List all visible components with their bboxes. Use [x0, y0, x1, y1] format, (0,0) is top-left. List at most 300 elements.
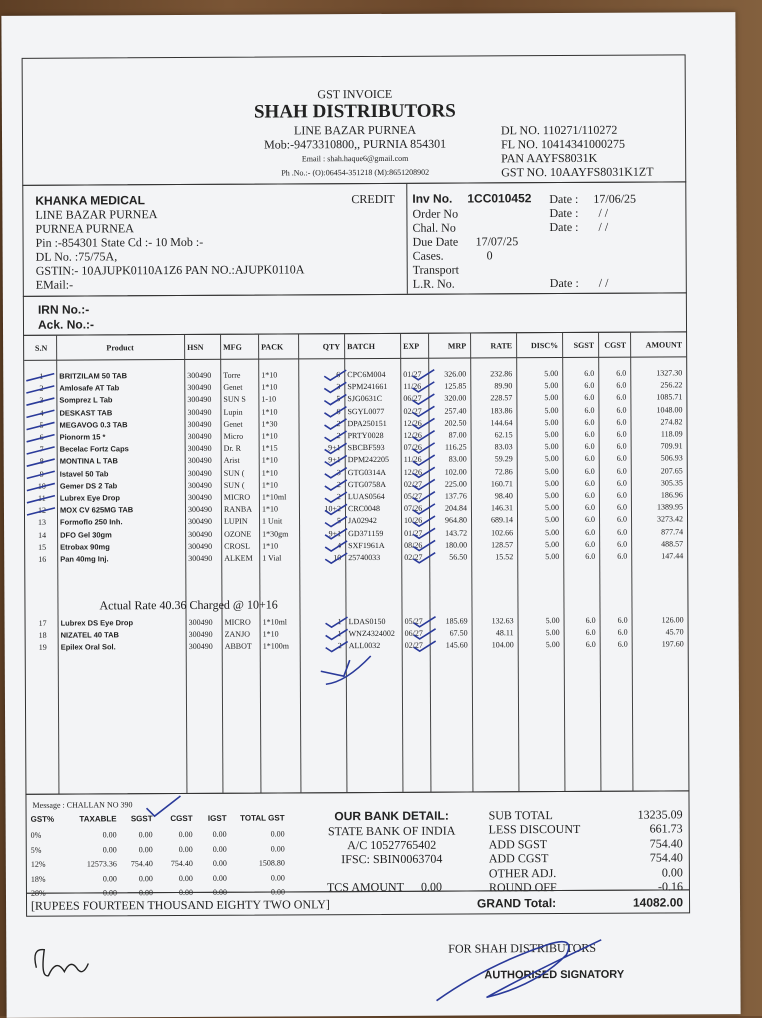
- cell-disc: 5.00: [544, 381, 559, 391]
- cell-sgst: 6.0: [584, 478, 595, 488]
- cell-mrp: 964.80: [445, 515, 468, 526]
- cell-rate: 232.86: [490, 369, 513, 379]
- tcs-value: 0.00: [420, 879, 442, 894]
- cell-mrp: 202.50: [444, 418, 467, 428]
- cell-product: Epilex Oral Sol.: [60, 642, 116, 653]
- cell-amount: 1389.95: [656, 502, 683, 512]
- transport-label: Transport: [412, 262, 459, 277]
- cell-exp: 06/27: [404, 628, 423, 639]
- chal-no-label: Chal. No: [412, 220, 456, 235]
- bank-ifsc: IFSC: SBIN0063704: [341, 851, 443, 867]
- cell-disc: 5.00: [545, 552, 560, 562]
- check-tick-icon: [325, 468, 347, 478]
- cell-sn: 13: [38, 518, 47, 528]
- cell-batch: CRC0048: [347, 504, 381, 514]
- buyer-box: [22, 181, 687, 296]
- cell-sn: 19: [38, 643, 47, 653]
- irn-label: IRN No.:-: [37, 302, 90, 317]
- cell-hsn: 300490: [187, 505, 212, 515]
- header-hsn: HSN: [187, 342, 204, 352]
- cell-product: MOX CV 625MG TAB: [59, 505, 134, 515]
- chal-date: / /: [598, 219, 609, 234]
- cell-disc: 5.00: [544, 466, 559, 476]
- check-tick-icon: [326, 629, 348, 639]
- cell-mrp: 225.00: [444, 479, 467, 489]
- cell-hsn: 300490: [187, 480, 212, 490]
- seller-name: SHAH DISTRIBUTORS: [253, 100, 456, 123]
- cell-cgst: 6.0: [617, 515, 628, 525]
- cell-rate: 15.52: [495, 552, 514, 562]
- cell-batch: GD371159: [348, 528, 384, 538]
- cell-sgst: 6.0: [585, 527, 596, 537]
- cell-amount: 118.09: [660, 429, 683, 439]
- check-tick-icon: [325, 443, 347, 453]
- check-tick-icon: [413, 467, 435, 477]
- cell-batch: LUAS0564: [347, 491, 385, 502]
- cell-mrp: 116.25: [444, 442, 467, 452]
- cell-amount: 488.57: [661, 539, 684, 549]
- cell-sn: 10: [37, 481, 46, 491]
- header-disc: DISC%: [530, 341, 559, 351]
- due-date: 17/07/25: [475, 234, 519, 249]
- cell-qty: 5: [336, 394, 341, 404]
- total-label: LESS DISCOUNT: [488, 822, 581, 837]
- authorised-signatory: AUTHORISED SIGNATORY: [484, 968, 625, 982]
- check-tick-icon: [413, 553, 435, 563]
- cell-product: Etrobax 90mg: [60, 542, 110, 552]
- buyer-signature: [26, 937, 96, 987]
- cell-pack: 1 Vial: [262, 553, 282, 563]
- check-tick-icon: [413, 455, 435, 465]
- footer-box: [25, 790, 690, 898]
- cell-qty: 1: [337, 617, 342, 627]
- gst-gst-rate: 18%: [30, 874, 46, 884]
- total-label: ADD CGST: [488, 851, 549, 866]
- cell-mfg: SUN S: [223, 395, 246, 405]
- gst-total-gst: 0.00: [270, 829, 285, 839]
- cell-batch: SGYL0077: [347, 406, 385, 416]
- cell-qty: 9+1: [328, 455, 341, 465]
- total-value: 0.00: [661, 864, 683, 880]
- cell-product: Lubrex DS Eye Drop: [60, 618, 134, 628]
- seller-email: Email : shah.haque6@gmail.com: [301, 153, 409, 164]
- check-tick-icon: [325, 517, 347, 527]
- cell-pack: 1 Unit: [262, 516, 283, 526]
- seller-address: LINE BAZAR PURNEA: [293, 122, 417, 138]
- header-pack: PACK: [261, 342, 284, 352]
- cell-cgst: 6.0: [616, 490, 627, 500]
- cell-exp: 12/26: [403, 430, 422, 440]
- cell-exp: 01/27: [404, 528, 423, 538]
- total-value: 661.73: [649, 821, 683, 836]
- cell-amount: 3273.42: [657, 514, 684, 524]
- cell-mfg: SUN (: [223, 480, 245, 490]
- cell-product: Amlosafe AT Tab: [59, 383, 120, 393]
- cell-exp: 07/26: [403, 503, 423, 514]
- bank-title: OUR BANK DETAIL:: [334, 808, 449, 824]
- buyer-name: KHANKA MEDICAL: [35, 193, 145, 208]
- cell-mrp: 102.00: [444, 467, 467, 477]
- cell-hsn: 300490: [187, 492, 212, 502]
- cell-disc: 5.00: [545, 640, 560, 650]
- cell-mfg: Torre: [223, 370, 241, 380]
- header-batch: BATCH: [347, 341, 376, 352]
- seller-mobile: Mob:-9473310800,, PURNIA 854301: [264, 136, 447, 152]
- cell-pack: 1*10: [261, 468, 278, 478]
- grand-total-box: [26, 889, 690, 916]
- cell-pack: 1-10: [261, 394, 277, 404]
- cell-rate: 48.11: [495, 628, 514, 638]
- cell-cgst: 6.0: [616, 368, 627, 378]
- cell-amount: 147.44: [661, 551, 684, 561]
- gst-sgst: 0.00: [138, 830, 153, 840]
- cell-batch: SXF1961A: [348, 540, 385, 550]
- strike-mark-icon: [27, 432, 55, 442]
- cell-disc: 5.00: [545, 539, 560, 549]
- cell-sn: 2: [39, 383, 44, 393]
- check-tick-icon: [325, 529, 347, 539]
- cell-sn: 11: [38, 493, 46, 503]
- seller-signature: [426, 925, 626, 1006]
- check-tick-icon: [325, 504, 347, 514]
- cell-sn: 18: [38, 630, 47, 640]
- check-tick-icon: [413, 492, 435, 502]
- cell-mrp: 83.00: [448, 454, 467, 464]
- cell-mrp: 185.69: [445, 616, 468, 626]
- ack-label: Ack. No.:-: [37, 317, 95, 332]
- cell-batch: WNZ4324002: [348, 629, 395, 639]
- cell-batch: DPA250151: [347, 418, 387, 428]
- cell-hsn: 300490: [187, 383, 212, 393]
- cell-cgst: 6.0: [617, 527, 628, 537]
- cell-amount: 305.35: [660, 478, 683, 488]
- seller-gst-no: GST NO. 10AAYFS8031K1ZT: [501, 164, 654, 180]
- cell-mfg: Dr. R: [223, 443, 242, 453]
- seller-fl-no: FL NO. 10414341000275: [501, 136, 625, 152]
- cell-mrp: 137.76: [444, 491, 467, 501]
- irn-box: [23, 292, 687, 335]
- cell-rate: 146.31: [490, 503, 513, 513]
- check-tick-icon: [325, 480, 347, 490]
- cell-mrp: 257.40: [444, 406, 467, 416]
- gst-header-sgst: SGST: [130, 814, 153, 824]
- order-date-label: Date :: [549, 205, 579, 221]
- cell-pack: 1*30gm: [262, 529, 289, 539]
- buyer-line1: LINE BAZAR PURNEA: [35, 207, 158, 222]
- cell-qty: 5: [337, 516, 342, 526]
- cell-cgst: 6.0: [617, 627, 628, 637]
- buyer-pin: Pin :-854301 State Cd :- 10 Mob :-: [35, 234, 204, 250]
- invoice-paper: [1, 12, 740, 1018]
- invoice-sheet: [22, 54, 691, 997]
- cell-batch: LDAS0150: [348, 616, 386, 627]
- cell-exp: 08/26: [404, 540, 423, 550]
- header-box: [22, 54, 687, 185]
- cell-qty: 2: [336, 492, 341, 502]
- check-tick-icon: [324, 370, 346, 380]
- cell-mrp: 143.72: [445, 528, 468, 538]
- cell-mfg: ALKEM: [224, 553, 253, 563]
- cell-exp: 12/26: [403, 418, 422, 428]
- cell-product: BRITZILAM 50 TAB: [59, 371, 128, 381]
- cell-pack: 1*10ml: [262, 617, 288, 627]
- cell-hsn: 300490: [188, 553, 213, 563]
- cell-batch: GTG0758A: [347, 479, 387, 489]
- order-no-label: Order No: [412, 206, 459, 221]
- strike-mark-icon: [27, 505, 55, 515]
- cell-amount: 45.70: [665, 627, 684, 637]
- seller-pan: PAN AAYFS8031K: [501, 150, 598, 166]
- cell-batch: SBCBF593: [347, 443, 385, 453]
- gst-sgst: 0.00: [138, 888, 153, 898]
- cell-hsn: 300490: [187, 456, 212, 466]
- cell-product: DFO Gel 30gm: [60, 529, 112, 540]
- cases-value: 0: [486, 248, 493, 263]
- cell-amount: 256.22: [660, 380, 683, 390]
- cell-hsn: 300490: [187, 395, 212, 405]
- cell-mrp: 56.50: [449, 552, 468, 562]
- gst-gst-rate: 0%: [30, 830, 42, 840]
- cell-pack: 1*10: [261, 455, 278, 465]
- cell-mrp: 87.00: [448, 430, 467, 440]
- cell-batch: SJG0631C: [347, 394, 383, 404]
- header-mfg: MFG: [223, 342, 242, 352]
- cell-qty: 10: [333, 553, 342, 563]
- cell-qty: 2: [336, 479, 341, 489]
- cell-sn: 17: [38, 618, 47, 628]
- cell-exp: 12/26: [403, 467, 423, 477]
- gst-sgst: 0.00: [138, 873, 153, 883]
- buyer-email: EMail:-: [35, 277, 74, 292]
- check-tick-icon: [413, 443, 435, 453]
- pen-scribble: [321, 660, 350, 676]
- cell-sgst: 6.0: [584, 454, 595, 464]
- cell-product: Pionorm 15 *: [59, 432, 106, 442]
- total-value: 13235.09: [637, 807, 683, 822]
- cell-rate: 102.66: [491, 527, 514, 537]
- check-tick-icon: [325, 431, 347, 441]
- total-value: 754.40: [649, 850, 683, 865]
- cell-amount: 1048.00: [656, 404, 683, 415]
- cell-sgst: 6.0: [585, 628, 596, 638]
- cell-hsn: 300490: [188, 630, 213, 640]
- cell-pack: 1*10: [261, 431, 278, 441]
- strike-mark-icon: [26, 371, 54, 381]
- cell-mfg: LUPIN: [224, 517, 248, 527]
- cell-mrp: 180.00: [445, 540, 468, 550]
- cell-rate: 89.90: [494, 381, 513, 391]
- cell-hsn: 300490: [187, 370, 212, 380]
- cell-qty: 10+2: [324, 504, 341, 514]
- cell-disc: 5.00: [544, 405, 559, 415]
- pen-ticks: [24, 332, 690, 795]
- gst-igst: 0.00: [212, 887, 227, 897]
- cell-batch: DPM242205: [347, 455, 390, 465]
- cell-cgst: 6.0: [617, 539, 628, 549]
- cell-sgst: 6.0: [584, 417, 595, 427]
- cell-mfg: MICRO: [224, 617, 251, 627]
- cell-cgst: 6.0: [616, 454, 627, 464]
- cell-product: Becelac Fortz Caps: [59, 444, 129, 454]
- check-tick-icon: [414, 629, 436, 639]
- cell-product: Gemer DS 2 Tab: [59, 481, 118, 491]
- cell-sn: 8: [39, 457, 44, 467]
- message: Message : CHALLAN NO 390: [32, 800, 133, 810]
- cases-label: Cases.: [412, 248, 444, 263]
- cell-sn: 5: [39, 420, 44, 430]
- buyer-line2: PURNEA PURNEA: [35, 221, 134, 236]
- header-rate: RATE: [490, 341, 513, 351]
- gst-header-total-gst: TOTAL GST: [240, 813, 285, 823]
- cell-mrp: 326.00: [444, 369, 467, 379]
- cell-pack: 1*10: [261, 382, 278, 392]
- handwritten-note: Actual Rate 40.36 Charged @ 10+16: [99, 597, 278, 613]
- cell-hsn: 300490: [187, 419, 212, 429]
- cell-sn: 7: [39, 444, 44, 454]
- cell-qty: 1: [337, 629, 342, 639]
- strike-mark-icon: [26, 410, 54, 417]
- cell-hsn: 300490: [188, 529, 213, 539]
- cell-batch: PRTY0028: [347, 430, 384, 441]
- cell-sgst: 6.0: [584, 405, 595, 415]
- cell-mfg: RANBA: [223, 504, 253, 514]
- cell-sn: 4: [39, 408, 44, 418]
- gst-cgst: 0.00: [178, 829, 193, 840]
- cell-exp: 05/27: [404, 616, 423, 626]
- check-tick-icon: [413, 528, 435, 538]
- cell-qty: 6: [336, 370, 341, 380]
- cell-amount: 274.82: [660, 417, 683, 427]
- gst-total-gst: 0.00: [270, 843, 285, 854]
- check-tick-icon: [324, 419, 346, 429]
- cell-disc: 5.00: [545, 616, 560, 626]
- gst-igst: 0.00: [212, 844, 227, 854]
- cell-batch: GTG0314A: [347, 467, 387, 477]
- cell-mfg: Genet: [223, 419, 243, 429]
- gst-header-taxable: TAXABLE: [79, 814, 117, 824]
- cell-batch: JA02942: [348, 516, 377, 526]
- cell-pack: 1*10ml: [261, 492, 287, 502]
- total-value: 754.40: [649, 836, 683, 851]
- cell-product: MONTINA L TAB: [59, 456, 118, 467]
- cell-product: Formoflo 250 Inh.: [60, 517, 123, 528]
- inv-no-label: Inv No.: [412, 191, 453, 206]
- inv-date: 17/06/25: [593, 191, 637, 206]
- cell-exp: 02/27: [403, 479, 423, 489]
- cell-disc: 5.00: [545, 527, 560, 537]
- check-tick-icon: [326, 642, 348, 652]
- check-tick-icon: [413, 479, 435, 489]
- due-date-label: Due Date: [412, 234, 459, 249]
- cell-disc: 5.00: [545, 628, 560, 638]
- cell-amount: 186.96: [660, 490, 683, 500]
- inv-date-label: Date :: [549, 191, 579, 207]
- cell-cgst: 6.0: [617, 640, 628, 650]
- check-tick-icon: [324, 395, 346, 405]
- cell-rate: 689.14: [491, 515, 514, 525]
- cell-hsn: 300490: [188, 642, 213, 652]
- amount-in-words: [RUPEES FOURTEEN THOUSAND EIGHTY TWO ONLY]: [31, 897, 330, 913]
- cell-amount: 709.91: [660, 441, 683, 451]
- gst-taxable: 0.00: [102, 830, 117, 840]
- cell-disc: 5.00: [544, 430, 559, 440]
- cell-mfg: OZONE: [224, 529, 252, 539]
- cell-sn: 16: [38, 554, 47, 564]
- cell-hsn: 300490: [188, 617, 213, 627]
- cell-sn: 15: [38, 542, 47, 552]
- cell-sgst: 6.0: [584, 381, 595, 391]
- cell-rate: 72.86: [494, 466, 513, 476]
- cell-rate: 62.15: [494, 430, 513, 440]
- invoice-type: GST INVOICE: [317, 86, 393, 102]
- check-tick-icon: [413, 504, 435, 514]
- check-tick-icon: [414, 617, 436, 627]
- grand-total-label: GRAND Total:: [476, 896, 557, 911]
- cell-sgst: 6.0: [585, 640, 596, 650]
- gst-taxable: 0.00: [102, 888, 117, 898]
- check-tick-icon: [324, 382, 346, 392]
- cell-rate: 144.64: [490, 418, 513, 428]
- header-cgst: CGST: [604, 340, 627, 350]
- order-date: / /: [598, 205, 609, 220]
- cell-sn: 3: [39, 396, 44, 406]
- cell-product: DESKAST TAB: [59, 407, 113, 418]
- header-amount: AMOUNT: [645, 340, 683, 350]
- gst-cgst: 0.00: [178, 873, 193, 883]
- cell-exp: 02/27: [404, 641, 423, 651]
- cell-mrp: 125.85: [444, 381, 467, 391]
- gst-igst: 0.00: [212, 858, 227, 868]
- strike-mark-icon: [27, 471, 55, 478]
- gst-header-gst-rate: GST%: [30, 814, 55, 824]
- cell-disc: 5.00: [544, 503, 559, 513]
- cell-sn: 6: [39, 432, 44, 442]
- cell-product: Somprez L Tab: [59, 395, 113, 406]
- check-tick-icon: [325, 456, 347, 466]
- header-sn: S.N: [34, 343, 48, 353]
- cell-cgst: 6.0: [616, 393, 627, 403]
- cell-qty: 2: [336, 431, 341, 441]
- cell-exp: 06/27: [403, 394, 422, 404]
- check-tick-icon: [412, 382, 434, 392]
- cell-exp: 02/27: [404, 552, 423, 562]
- grand-total-value: 14082.00: [632, 895, 684, 910]
- cell-cgst: 6.0: [616, 466, 627, 476]
- check-tick-icon: [412, 394, 434, 404]
- cell-amount: 197.60: [661, 639, 684, 649]
- cell-cgst: 6.0: [616, 417, 627, 427]
- check-tick-icon: [414, 641, 436, 651]
- check-tick-icon: [413, 516, 435, 526]
- cell-product: Lubrex Eye Drop: [59, 493, 120, 503]
- seller-dl-no: DL NO. 110271/110272: [500, 122, 618, 138]
- gst-cgst: 754.40: [170, 858, 193, 869]
- gst-gst-rate: 12%: [30, 859, 46, 869]
- total-label: ROUND OFF: [488, 880, 557, 895]
- cell-sn: 9: [39, 469, 44, 479]
- cell-disc: 5.00: [545, 515, 560, 525]
- cell-cgst: 6.0: [616, 405, 627, 415]
- cell-pack: 1*10: [261, 504, 278, 514]
- header-product: Product: [106, 343, 134, 353]
- strike-mark-icon: [27, 459, 55, 466]
- cell-batch: CPC6M004: [347, 369, 386, 380]
- total-label: OTHER ADJ.: [488, 865, 557, 880]
- cell-cgst: 6.0: [617, 551, 628, 561]
- cell-sn: 12: [37, 505, 46, 515]
- cell-product: NIZATEL 40 TAB: [60, 630, 119, 640]
- cell-cgst: 6.0: [616, 478, 627, 488]
